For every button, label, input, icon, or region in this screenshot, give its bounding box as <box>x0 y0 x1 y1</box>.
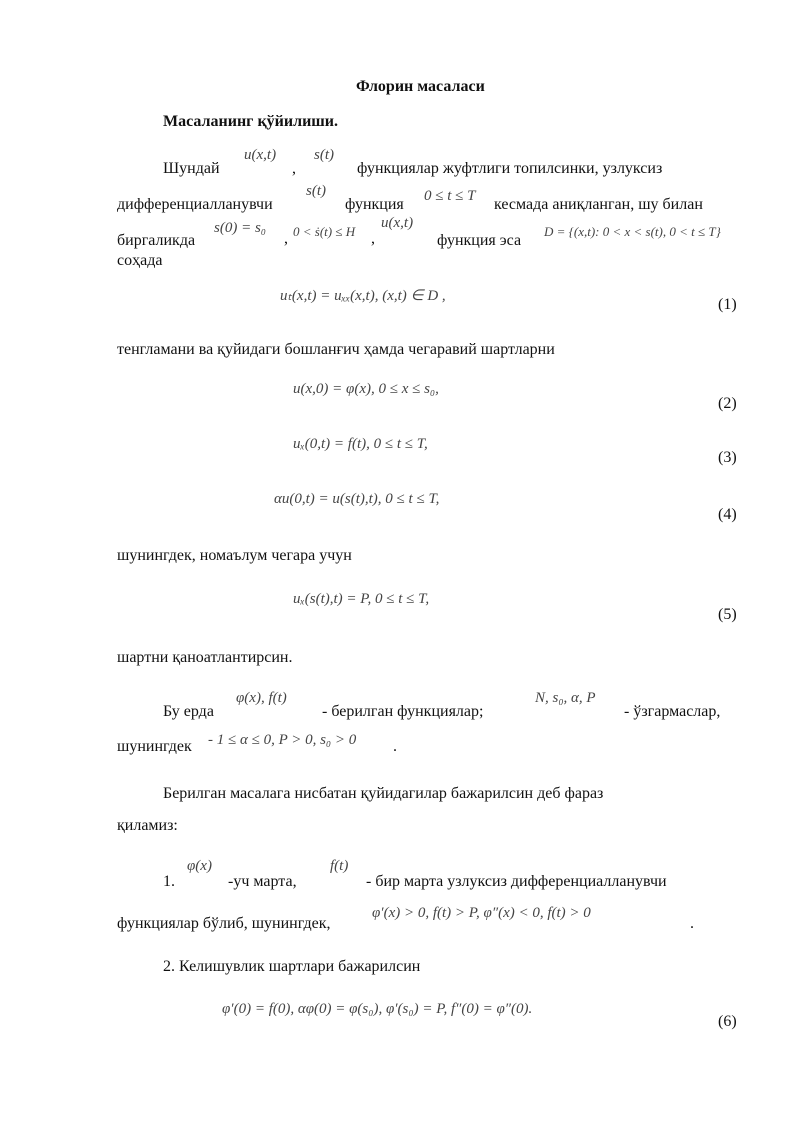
paragraph-6-line-1: Берилган масалага нисбатан қуйидагилар бажарилсин деб фараз <box>163 785 604 802</box>
p1-comma: , <box>292 160 296 177</box>
p1-math-u2: u(x,t) <box>381 215 414 231</box>
p7-period: . <box>690 915 694 932</box>
equation-5-label: (5) <box>718 606 737 623</box>
p1-text-a: функциялар жуфтлиги топилсинки, узлуксиз <box>357 160 663 177</box>
p5-text-a: Бу ерда <box>163 703 214 720</box>
p1-math-s: s(t) <box>314 147 334 163</box>
paragraph-2: тенгламани ва қуйидаги бошланғич ҳамда чегаравий шартларни <box>117 341 555 358</box>
p1-comma3: , <box>371 230 375 247</box>
paragraph-6-line-2: қиламиз: <box>117 817 178 834</box>
p7-item-number: 1. <box>163 873 175 890</box>
equation-2-label: (2) <box>718 395 737 412</box>
p7-math-phi: φ(x) <box>187 858 212 874</box>
section-subtitle: Масаланинг қўйилиши. <box>163 113 339 130</box>
p7-math-conditions: φ′(x) > 0, f(t) > P, φ″(x) < 0, f(t) > 0 <box>372 905 591 921</box>
p5-math-conditions: - 1 ≤ α ≤ 0, P > 0, s₀ > 0 <box>208 732 357 748</box>
p1-comma2: , <box>284 230 288 247</box>
p5-period: . <box>393 738 397 755</box>
p1-math-domain: D = {(x,t): 0 < x < s(t), 0 < t ≤ T} <box>544 224 721 239</box>
p1-text-e: биргаликда <box>117 232 196 249</box>
p7-math-f: f(t) <box>330 858 349 874</box>
equation-6: φ′(0) = f(0), αφ(0) = φ(s₀), φ′(s₀) = P, f″(0) = φ″(0). <box>222 1001 533 1017</box>
p5-math-functions: φ(x), f(t) <box>236 690 287 706</box>
equation-3-label: (3) <box>718 449 737 466</box>
p1-word-shunday: Шундай <box>163 160 220 177</box>
p1-math-s0: s(0) = s₀ <box>214 220 267 236</box>
equation-3: uₓ(0,t) = f(t), 0 ≤ t ≤ T, <box>293 436 428 452</box>
equation-6-label: (6) <box>718 1013 737 1030</box>
paragraph-8: 2. Келишувлик шартлари бажарилсин <box>163 958 421 975</box>
equation-4-label: (4) <box>718 506 737 523</box>
equation-2: u(x,0) = φ(x), 0 ≤ x ≤ s₀, <box>293 381 439 397</box>
p5-text-c: - ўзгармаслар, <box>624 703 721 720</box>
p1-math-sdot: 0 < ṡ(t) ≤ H <box>293 224 356 239</box>
p1-text-f: функция эса <box>437 232 522 249</box>
p1-text-d: кесмада аниқланган, шу билан <box>494 196 703 213</box>
p1-math-s2: s(t) <box>306 183 326 199</box>
p5-text-b: - берилган функциялар; <box>322 703 484 720</box>
p1-math-interval: 0 ≤ t ≤ T <box>424 188 476 204</box>
p7-text-b: - бир марта узлуксиз дифференциалланувчи <box>366 873 667 890</box>
equation-5: uₓ(s(t),t) = P, 0 ≤ t ≤ T, <box>293 591 430 607</box>
p1-text-g: соҳада <box>117 252 163 269</box>
paragraph-4: шартни қаноатлантирсин. <box>117 649 293 666</box>
page-title: Флорин масаласи <box>356 78 485 95</box>
p5-math-constants: N, s₀, α, P <box>535 690 596 706</box>
p1-text-b: дифференциалланувчи <box>117 196 273 213</box>
p1-text-c: функция <box>345 196 404 213</box>
equation-4: αu(0,t) = u(s(t),t), 0 ≤ t ≤ T, <box>274 491 440 507</box>
p7-text-c: функциялар бўлиб, шунингдек, <box>117 915 331 932</box>
equation-1: uₜ(x,t) = uₓₓ(x,t), (x,t) ∈ D , <box>280 288 446 304</box>
p1-math-u: u(x,t) <box>244 147 277 163</box>
p7-text-a: -уч марта, <box>228 873 297 890</box>
p5-text-d: шунингдек <box>117 738 192 755</box>
equation-1-label: (1) <box>718 296 737 313</box>
paragraph-3: шунингдек, номаълум чегара учун <box>117 547 352 564</box>
